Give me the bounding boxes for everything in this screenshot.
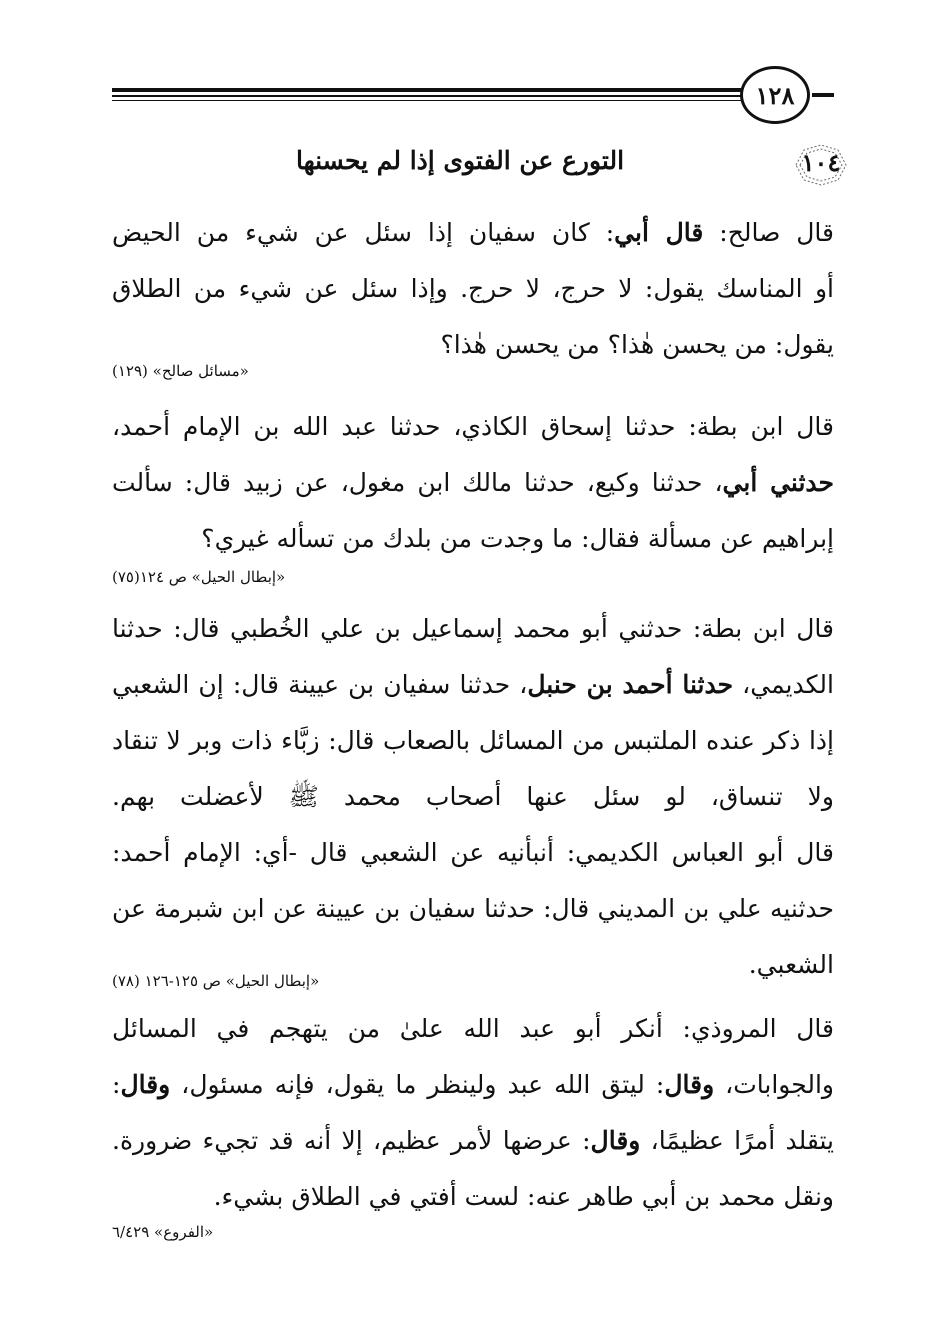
entry-3-source: «إبطال الحيل» ص ١٢٥-١٢٦ (٧٨)	[112, 972, 320, 990]
bold-phrase: حدثنا أحمد بن حنبل	[527, 670, 734, 699]
text-line: قال صالح: قال أبي: كان سفيان إذا سئل عن شيء من الحيض	[112, 218, 834, 247]
header-rule	[112, 88, 742, 92]
header-rule	[112, 100, 742, 101]
bold-phrase: وقال	[590, 1126, 641, 1155]
section-title: التورع عن الفتوى إذا لم يحسنها	[295, 146, 625, 175]
text-line: قال أبو العباس الكديمي: أنبأنيه عن الشعبي قال -أي: الإمام أحمد:	[112, 838, 834, 867]
entry-4-source: «الفروع» ٦/٤٢٩	[112, 1223, 214, 1241]
entry-2-text	[112, 399, 834, 567]
text-line: أو المناسك يقول: لا حرج، لا حرج. وإذا سئل عن شيء من الطلاق	[112, 274, 834, 303]
entry-2-source: «إبطال الحيل» ص ١٢٤(٧٥)	[112, 568, 286, 586]
header-rule	[112, 95, 742, 97]
text-line: الشعبي.	[748, 950, 834, 979]
text-line: ولا تنساق، لو سئل عنها أصحاب محمد ﷺ لأعضلت بهم.	[112, 782, 834, 811]
bold-phrase: حدثني أبي	[722, 468, 834, 497]
text-line: يقول: من يحسن هٰذا؟ من يحسن هٰذا؟	[440, 330, 834, 359]
entry-3-text	[112, 601, 834, 993]
entry-4-text	[112, 1001, 834, 1225]
header-rule-end	[812, 93, 834, 97]
text-line: إبراهيم عن مسألة فقال: ما وجدت من بلدك من تسأله غيري؟	[201, 524, 834, 553]
text-line: حدثني أبي، حدثنا وكيع، حدثنا مالك ابن مغول، عن زبيد قال: سألت	[112, 468, 834, 497]
text-line: قال المروذي: أنكر أبو عبد الله علىٰ من يتهجم في المسائل	[112, 1014, 834, 1043]
text-line: إذا ذكر عنده الملتبس من المسائل بالصعاب قال: زبَّاء ذات وبر لا تنقاد	[112, 726, 834, 755]
text-line: قال ابن بطة: حدثنا إسحاق الكاذي، حدثنا عبد الله بن الإمام أحمد،	[112, 412, 834, 441]
bold-phrase: وقال	[664, 1070, 715, 1099]
entry-1-text	[112, 205, 834, 373]
text-line: حدثنيه علي بن المديني قال: حدثنا سفيان بن عيينة عن ابن شبرمة عن	[112, 894, 834, 923]
text-line: قال ابن بطة: حدثني أبو محمد إسماعيل بن علي الخُطبي قال: حدثنا	[112, 614, 834, 643]
section-number-badge	[790, 142, 852, 188]
bold-phrase: قال أبي	[614, 218, 704, 247]
section-number: ١٠٤	[801, 148, 841, 177]
bold-phrase: وقال	[120, 1070, 171, 1099]
page-number: ١٢٨	[740, 66, 810, 124]
entry-1-source: «مسائل صالح» (١٢٩)	[112, 362, 249, 380]
text-line: والجوابات، وقال: ليتق الله عبد ولينظر ما يقول، فإنه مسئول، وقال:	[112, 1070, 834, 1099]
text-line: يتقلد أمرًا عظيمًا، وقال: عرضها لأمر عظيم، إلا أنه قد تجيء ضرورة.	[112, 1126, 834, 1155]
text-line: الكديمي، حدثنا أحمد بن حنبل، حدثنا سفيان بن عيينة قال: إن الشعبي	[112, 670, 834, 699]
text-line: ونقل محمد بن أبي طاهر عنه: لست أفتي في الطلاق بشيء.	[213, 1182, 834, 1211]
